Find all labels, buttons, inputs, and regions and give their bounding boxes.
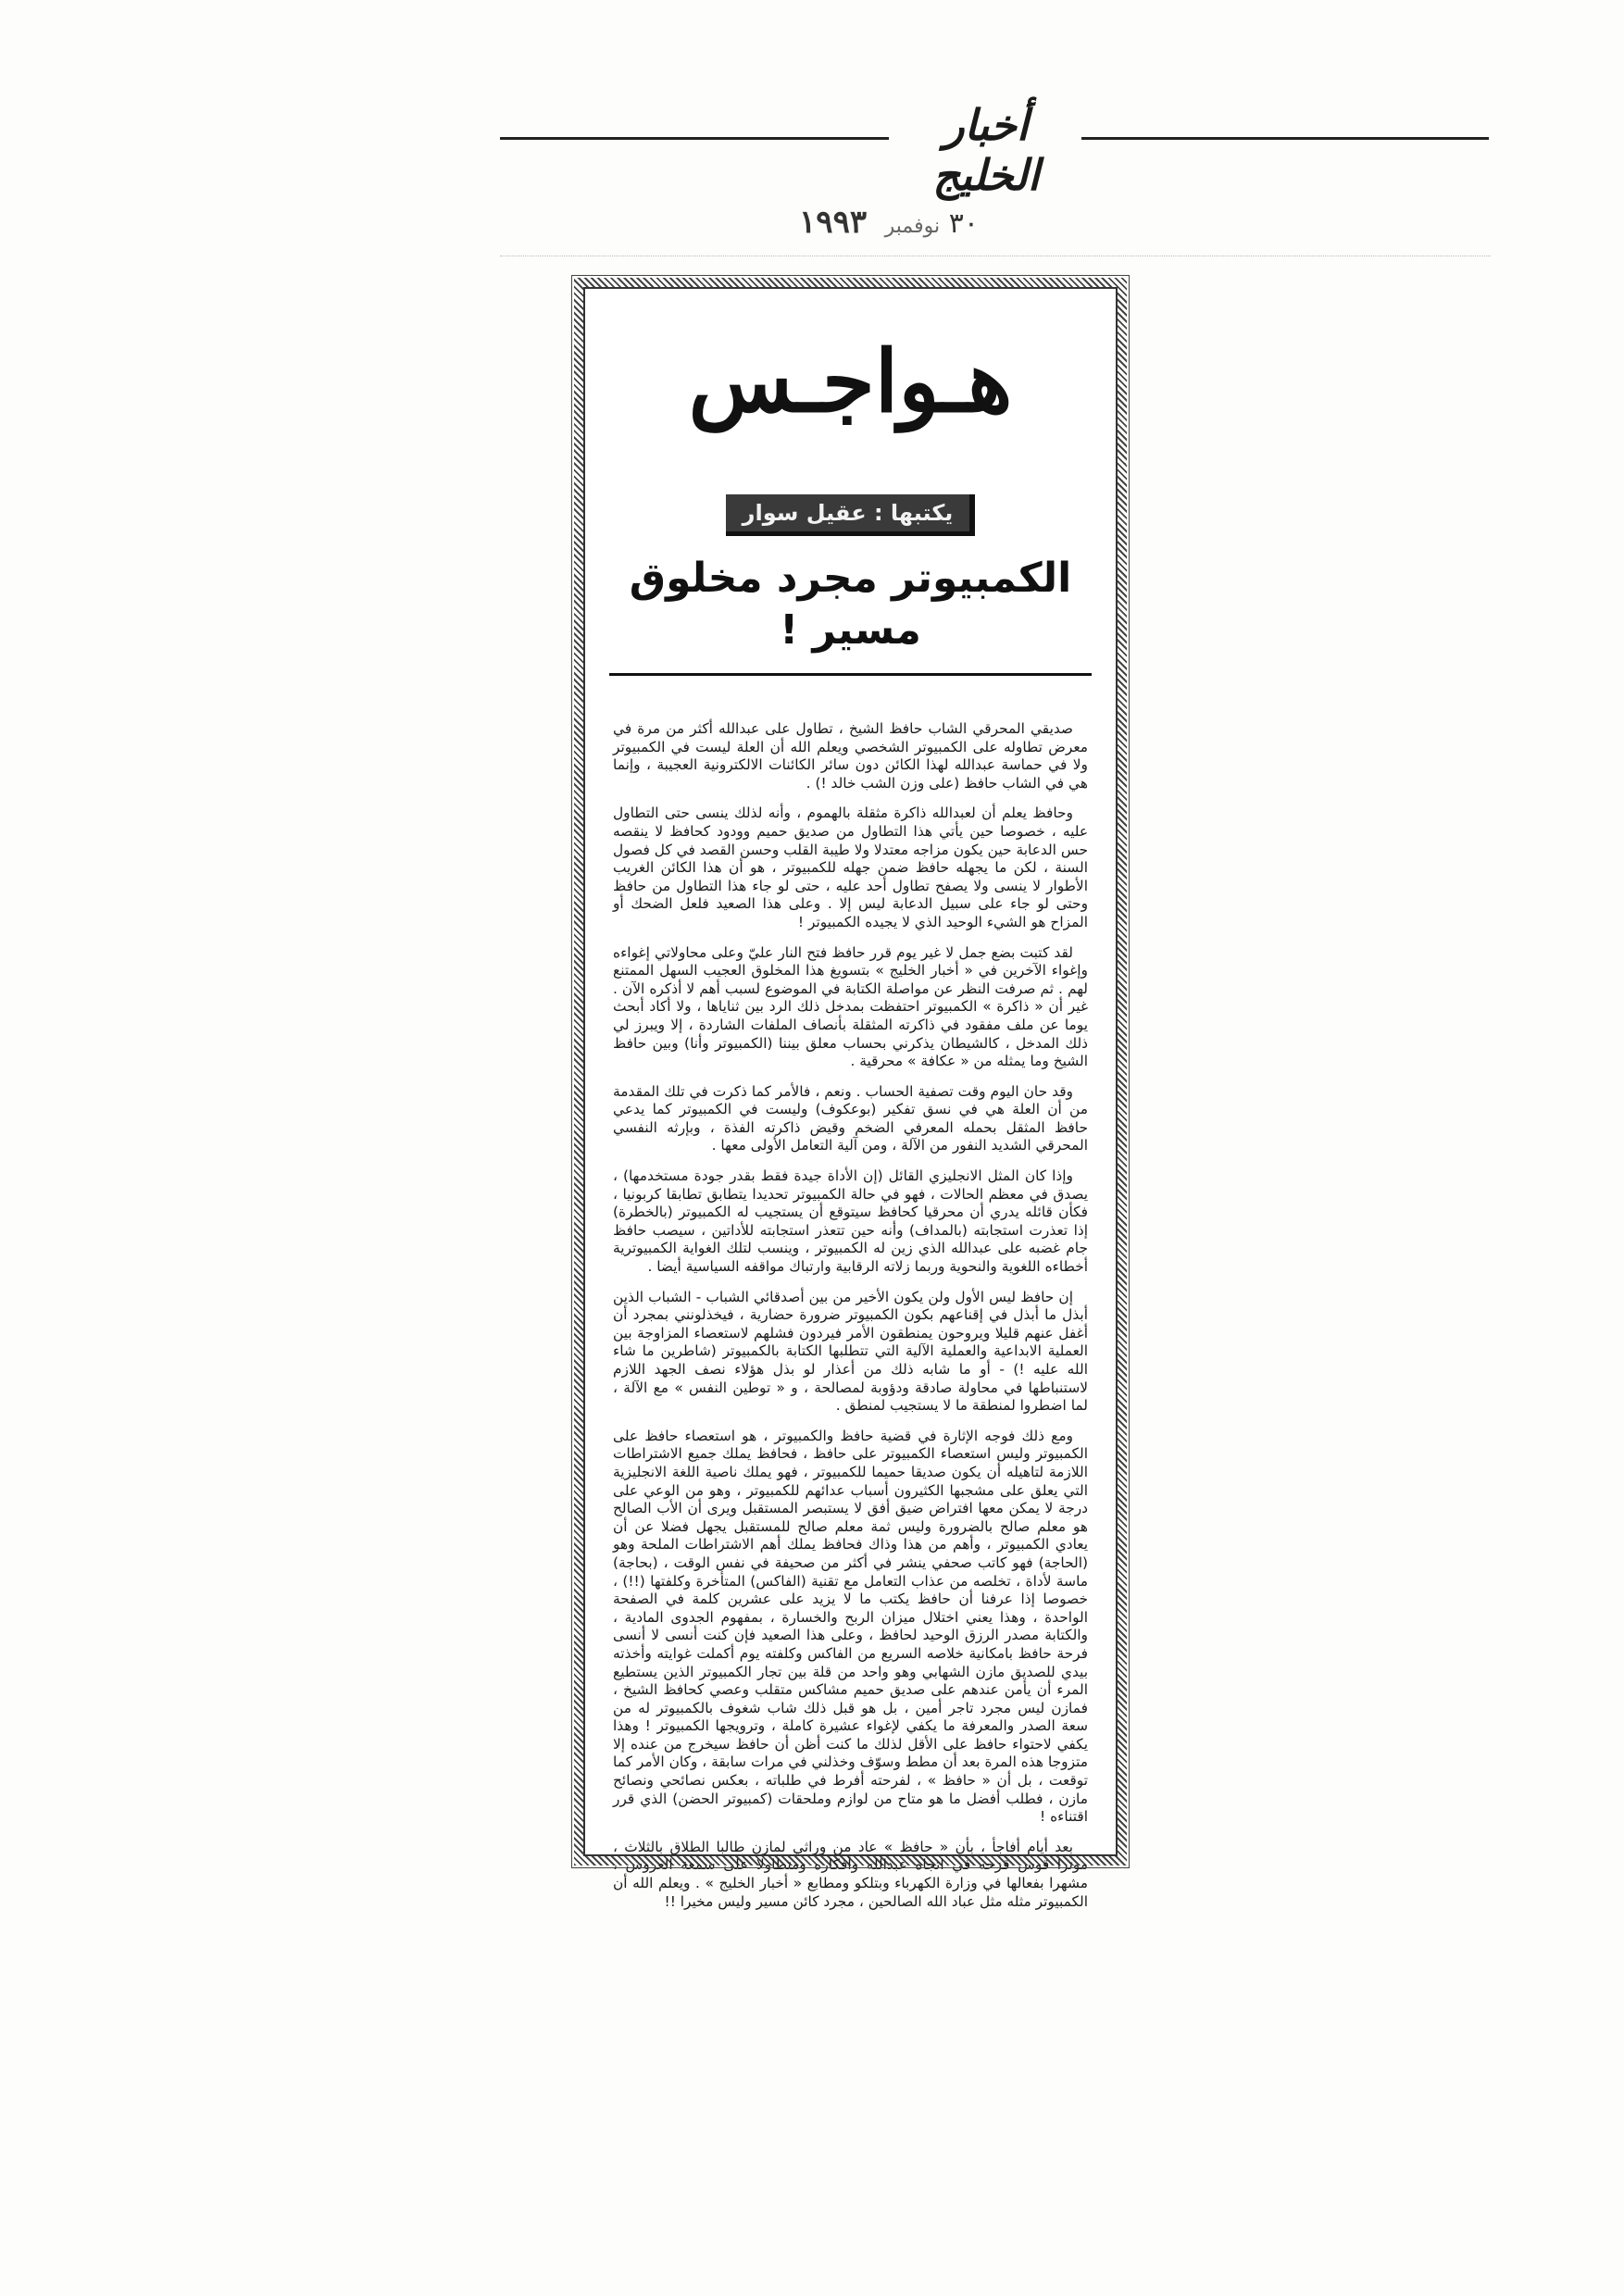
article-body <box>609 720 1092 1911</box>
issue-date <box>787 204 991 241</box>
article-paragraph: صديقي المحرقي الشاب حافظ الشيخ ، تطاول على عبدالله أكثر من مرة في معرض تطاوله على الكمبيوتر الشخصي ويعلم الله أن العلة ليست في الكمبيوتر ولا في حماسة عبدالله لهذا الكائن دون سائر الكائنات الالكترونية العجيبة ، وإنما هي في الشاب حافظ (على وزن الشب خالد !) . <box>613 720 1088 792</box>
article-frame <box>574 278 1127 1910</box>
article-paragraph: وقد حان اليوم وقت تصفية الحساب . ونعم ، فالأمر كما ذكرت في تلك المقدمة من أن العلة هي في نسق تفكير (بوعكوف) وليست في الكمبيوتر كما يدعي حافظ المثقل بحمله المعرفي الضخم وقيض ذاكرته الفذة ، وبإرثه النفسي المحرقي الشديد النفور من الآلة ، ومن آلية التعامل الأولى معها . <box>613 1082 1088 1154</box>
byline-badge: يكتبها : عقيل سوار <box>726 494 976 536</box>
byline-container <box>609 494 1092 536</box>
article-paragraph: بعد أيام أفاجأ ، بأن « حافظ » عاد من وراثي لمازن طالبا الطلاق بالثلاث ، موترا قوس قزحه في اتجاه عبدالله وأفكاره ومتطاولا على سمعة العروس ، مشهرا بفعالها في وزارة الكهرباء وبتلكو ومطابع « أخبار الخليج » . ويعلم الله أن الكمبيوتر مثله مثل عباد الله الصالحين ، مجرد كائن مسير وليس مخيرا !! <box>613 1838 1088 1910</box>
article-paragraph: لقد كتبت بضع جمل لا غير يوم قرر حافظ فتح النار عليّ وعلى محاولاتي إغواءه وإغواء الآخرين في « أخبار الخليج » بتسويغ هذا المخلوق العجيب السهل الممتنع لهم . ثم صرفت النظر عن مواصلة الكتابة في الموضوع لسبب أهم لا أذكره الآن . غير أن « ذاكرة » الكمبيوتر احتفظت بمدخل ذلك الرد بين ثناياها ، ولا أكاد أبحث يوما عن ملف مفقود في ذاكرته المثقلة بأنصاف الملفات الشاردة ، إلا ويبرز لي ذلك المدخل ، كالشيطان يذكرني بحساب معلق بيننا (الكمبيوتر وأنا) وبين حافظ الشيخ وما يمثله من « عكافة » محرقية . <box>613 943 1088 1070</box>
masthead-rule-right <box>1081 137 1489 140</box>
article-paragraph: وإذا كان المثل الانجليزي القائل (إن الأداة جيدة فقط بقدر جودة مستخدمها) ، يصدق في معظم الحالات ، فهو في حالة الكمبيوتر تحديدا يتطابق تطابقا كربونيا ، فكأن قائله يدري أن محرقيا كحافظ سيتوقع أن يستجيب له الكمبيوتر (بالخطرة) إذا تعذرت استجابته (بالمداف) وأنه حين تتعذر استجابته للأداتين ، سيصب حافظ جام غضبه على عبدالله الذي زين له الكمبيوتر ، وينسب لتلك الغواية الكمبيوترية أخطاءه اللغوية والنحوية وربما زلاته الرقابية وارتباك مواقفه السياسية أيضا . <box>613 1167 1088 1276</box>
masthead-rule-left <box>500 137 889 140</box>
article-headline: الكمبيوتر مجرد مخلوق مسير ! <box>609 553 1092 676</box>
newspaper-logo: أخبار الخليج <box>932 100 1040 200</box>
article-paragraph: ومع ذلك فوجه الإثارة في قضية حافظ والكمبيوتر ، هو استعصاء حافظ على الكمبيوتر وليس استعصاء الكمبيوتر على حافظ ، فحافظ يملك جميع الاشتراطات اللازمة لتاهيله أن يكون صديقا حميما للكمبيوتر ، فهو يملك ناصية اللغة الانجليزية التي يعلق على مشجبها الكثيرون أسباب عدائهم للكمبيوتر ، وهو من الوعي على درجة لا يمكن معها افتراض ضيق أفق لا يستبصر المستقبل ويرى أن الأب الصالح هو معلم صالح بالضرورة وليس ثمة معلم صالح للمستقبل يجهل فضلا عن أن يعادي الكمبيوتر ، وأهم من هذا وذاك فحافظ يملك أهم الاشتراطات الملحة وهو (الحاجة) فهو كاتب صحفي ينشر في أكثر من صحيفة في نفس الوقت ، (بحاجة) ماسة لأداة ، تخلصه من عذاب التعامل مع تقنية (الفاكس) المتأخرة وكلفتها (!!) ، خصوصا إذا عرفنا أن حافظ يكتب ما لا يزيد على عشرين كلمة في الصفحة الواحدة ، وهذا يعني اختلال ميزان الربح والخسارة ، بمفهوم الجدوى المادية ، والكتابة مصدر الرزق الوحيد لحافظ ، وعلى هذا الصعيد فإن كنت أنسى لا أنسى فرحة حافظ بامكانية خلاصه السريع من الفاكس وكلفته يوم أكملت غوايته وأخذته بيدي للصديق مازن الشهابي وهو واحد من قلة بين تجار الكمبيوتر الذين يستطيع المرء أن يأمن عندهم على صديق حميم مشاكس متقلب وعصي كحافظ الشيخ ، فمازن ليس مجرد تاجر أمين ، بل هو قبل ذلك شاب شغوف بالكمبيوتر له من سعة الصدر والمعرفة ما يكفي لإغواء عشيرة كاملة ، وترويجها الكمبيوتر ! وهذا يكفي لاحتواء حافظ على الأقل لذلك ما كنت أظن أن حافظ سيخرج من عنده إلا متزوجا هذه المرة بعد أن مطط وسوّف وخذلني في مرات سابقة ، وكان الأمر كما توقعت ، بل أن « حافظ » ، لفرحته أفرط في طلباته ، بعكس نصائحي ونصائح مازن ، فطلب أفضل ما هو متاح من لوازم وملحقات (كمبيوتر الحضن) الذي قرر اقتناءه ! <box>613 1427 1088 1826</box>
article-paragraph: وحافظ يعلم أن لعبدالله ذاكرة مثقلة بالهموم ، وأنه لذلك ينسى حتى التطاول عليه ، خصوصا حين يأتي هذا التطاول من صديق حميم وودود كحافظ لا ينقصه حس الدعابة حين يكون مزاجه معتدلا ولا طيبة القلب وحسن القصد في كل فصول السنة ، لكن ما يجهله حافظ ضمن جهله للكمبيوتر ، هو أن هذا الكائن الغريب الأطوار لا ينسى ولا يصفح تطاول أحد عليه ، حتى لو جاء هذا التطاول من حافظ وحتى لو جاء على سبيل الدعابة ليس إلا . وعلى هذا الصعيد فلعل الضحك أو المزاح هو الشيء الوحيد الذي لا يجيده الكمبيوتر ! <box>613 805 1088 930</box>
issue-date-year: ١٩٩٣ <box>799 204 868 241</box>
issue-date-day: ٣٠ <box>948 207 979 240</box>
issue-date-month: نوفمبر <box>884 215 941 238</box>
column-title: هـواجـس <box>688 331 1013 431</box>
article-paragraph: إن حافظ ليس الأول ولن يكون الأخير من بين أصدقائي الشباب - الشباب الذين أبذل ما أبذل في إقناعهم بكون الكمبيوتر ضرورة حضارية ، فيخذلونني بمجرد أن أغفل عنهم قليلا ويروحون يمنطقون الأمر فيردون فشلهم لاستعصاء المزاوجة بين العملية الابداعية والعملية الآلية التي تتطلبها الكتابة بالكمبيوتر (شاطرين ما شاء الله عليه !) - أو ما شابه ذلك من أعذار لو بذل هؤلاء نصف الجهد اللازم لاستنباطها في محاولة صادقة ودؤوبة لمصالحة ، و « توطين النفس » مع الآلة ، لما اضطروا لمنطقة ما لا يستجيب لمنطق . <box>613 1288 1088 1415</box>
